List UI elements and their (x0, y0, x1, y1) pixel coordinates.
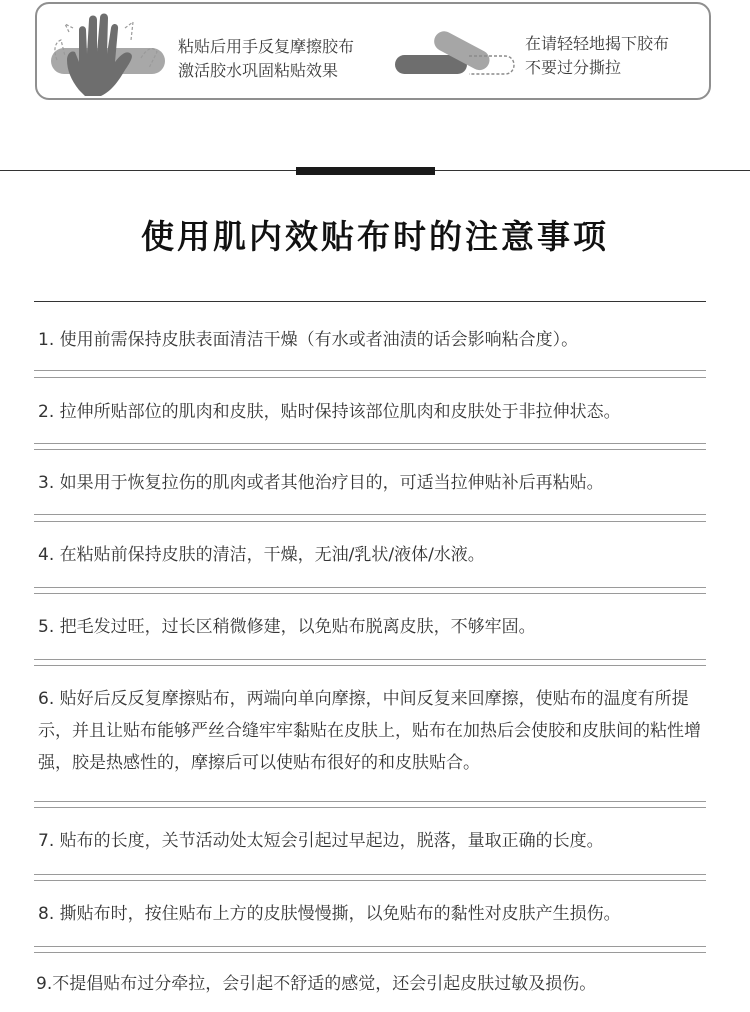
list-item (34, 378, 706, 449)
note-separator (34, 587, 706, 588)
note-separator (34, 514, 706, 515)
tip-rub-line-1: 粘贴后用手反复摩擦胶布 (178, 37, 355, 56)
note-text-5: 5. 把毛发过旺，过长区稍微修建，以免贴布脱离皮肤，不够牢固。 (38, 617, 536, 637)
note-text-1: 1. 使用前需保持皮肤表面清洁干燥（有水或者油渍的话会影响粘合度）。 (38, 330, 579, 350)
page-title: 使用肌内效贴布时的注意事项 (141, 217, 609, 256)
note-separator (34, 874, 706, 875)
list-item (34, 665, 706, 807)
list-item (34, 449, 706, 521)
hand-rubbing-tape-icon (49, 10, 167, 96)
list-item (34, 521, 706, 593)
tip-peel-line-1: 在请轻轻地揭下胶布 (525, 34, 670, 53)
precautions-list (34, 302, 706, 1012)
list-item (34, 302, 706, 378)
tip-rub-text (178, 35, 354, 83)
list-item (34, 880, 706, 952)
note-text-4: 4. 在粘贴前保持皮肤的清洁，干燥，无油/乳状/液体/水液。 (38, 545, 485, 565)
tape-peel-icon (395, 30, 521, 78)
note-text-7: 7. 贴布的长度，关节活动处太短会引起过早起边，脱落，量取正确的长度。 (38, 831, 604, 851)
tip-rub-line-2: 激活胶水巩固粘贴效果 (178, 61, 339, 80)
note-separator (34, 370, 706, 371)
section-divider-accent (296, 167, 435, 175)
note-separator (34, 946, 706, 947)
list-item (34, 593, 706, 665)
usage-tips-box (35, 2, 711, 100)
note-separator (34, 443, 706, 444)
note-text-9: 9.不提倡贴布过分牵拉，会引起不舒适的感觉，还会引起皮肤过敏及损伤。 (36, 974, 597, 994)
list-item (34, 807, 706, 880)
note-text-3: 3. 如果用于恢复拉伤的肌肉或者其他治疗目的，可适当拉伸贴补后再粘贴。 (38, 473, 604, 493)
tip-peel-text (525, 32, 669, 80)
note-text-8: 8. 撕贴布时，按住贴布上方的皮肤慢慢撕，以免贴布的黏性对皮肤产生损伤。 (38, 904, 621, 924)
note-text-6: 6. 贴好后反反复摩擦贴布，两端向单向摩擦，中间反复来回摩擦，使贴布的温度有所提示，并且让贴布能够严丝合缝牢牢黏贴在皮肤上，贴布在加热后会使胶和皮肤间的粘性增强，胶是热感性的，摩擦后可以使贴布很好的和皮肤贴合。 (38, 689, 701, 773)
list-item (34, 952, 706, 1012)
note-separator (34, 659, 706, 660)
note-separator (34, 801, 706, 802)
note-text-2: 2. 拉伸所贴部位的肌肉和皮肤，贴时保持该部位肌肉和皮肤处于非拉伸状态。 (38, 402, 621, 422)
tip-peel-line-2: 不要过分撕拉 (525, 58, 622, 77)
